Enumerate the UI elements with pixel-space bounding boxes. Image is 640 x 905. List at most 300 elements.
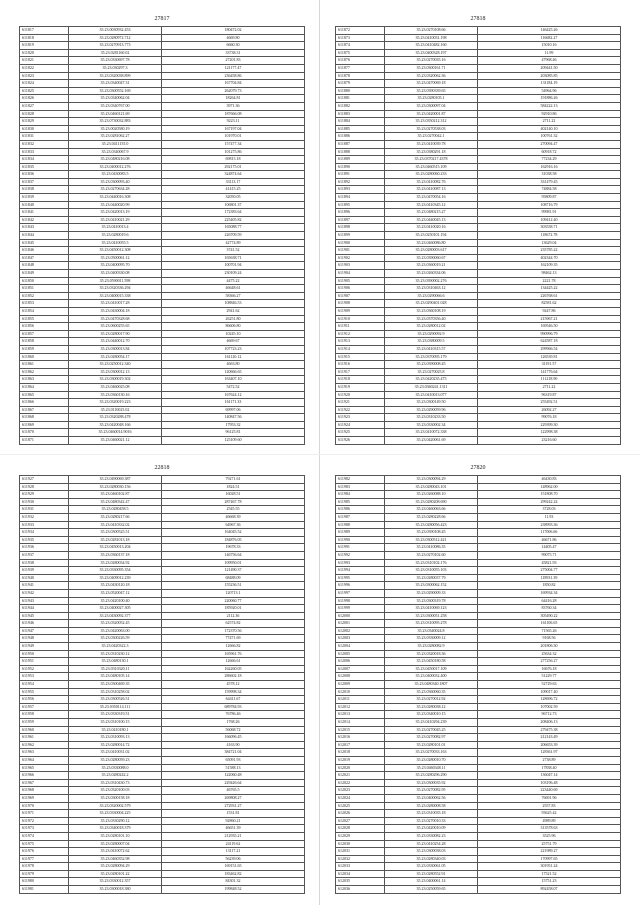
amount-cell: 151808.70 <box>478 491 621 499</box>
amount-cell: 31191.57 <box>478 361 621 369</box>
parcel-code-cell: 35.23.0380291.18 <box>385 148 478 156</box>
parcel-code-cell: 35.23.0270913.773 <box>69 42 162 50</box>
table-row <box>20 110 305 118</box>
table-row <box>336 262 621 270</box>
parcel-code-cell: 35.23.0420010.09 <box>385 825 478 833</box>
row-id-cell: 611891 <box>336 171 385 179</box>
row-id-cell: 612029 <box>336 832 385 840</box>
table-row <box>20 536 305 544</box>
parcel-code-cell: 35.23.0410082.76 <box>385 178 478 186</box>
parcel-code-cell: 35.23.0400330.08 <box>69 270 162 278</box>
parcel-code-cell: 35.23.0460014.9016 <box>69 429 162 437</box>
table-panel-bottom-right <box>335 461 621 894</box>
parcel-code-cell: 35.23.0460348.11 <box>385 764 478 772</box>
row-id-cell: 611940 <box>20 574 69 582</box>
parcel-code-cell: 35.23.0270082.97 <box>385 734 478 742</box>
amount-cell: 184876.05 <box>162 536 305 544</box>
amount-cell: 187666.08 <box>162 110 305 118</box>
amount-cell: 226768.61 <box>478 292 621 300</box>
amount-cell: 77471.69 <box>162 635 305 643</box>
row-id-cell: 611834 <box>20 156 69 164</box>
row-id-cell: 611976 <box>20 848 69 856</box>
row-id-cell: 611929 <box>20 491 69 499</box>
parcel-code-cell: 35.23.0280105.1 <box>385 95 478 103</box>
amount-cell: 170997.65 <box>478 855 621 863</box>
row-id-cell: 611994 <box>336 567 385 575</box>
table-row <box>336 832 621 840</box>
table-row <box>336 840 621 848</box>
row-id-cell: 611993 <box>336 559 385 567</box>
table-row <box>336 391 621 399</box>
amount-cell: 95809.87 <box>478 194 621 202</box>
parcel-code-cell: 35.23.0590011.598 <box>69 277 162 285</box>
parcel-code-cell: 35.23.0310102.176 <box>385 559 478 567</box>
parcel-code-cell: 35.23.0470069.18 <box>385 80 478 88</box>
table-row <box>336 787 621 795</box>
table-row <box>20 832 305 840</box>
parcel-code-cell: 35.23.0280101.01 <box>385 741 478 749</box>
table-row <box>20 376 305 384</box>
amount-cell: 180472.02 <box>162 27 305 35</box>
row-id-cell: 612007 <box>336 665 385 673</box>
table-row <box>336 148 621 156</box>
amount-cell: 223440.69 <box>478 787 621 795</box>
amount-cell: 402344.70 <box>478 254 621 262</box>
amount-cell: 4475.22 <box>162 277 305 285</box>
table-row <box>336 300 621 308</box>
parcel-code-cell: 35.23.0480340.1807 <box>385 681 478 689</box>
parcel-code-cell: 35.23.0330002.34 <box>385 421 478 429</box>
amount-cell: 106801.37 <box>162 201 305 209</box>
table-row <box>336 559 621 567</box>
table-row <box>20 764 305 772</box>
amount-cell: 161171.33 <box>162 399 305 407</box>
table-row <box>20 125 305 133</box>
table-row <box>336 437 621 445</box>
amount-cell: 161106.65 <box>478 620 621 628</box>
amount-cell: 99076.18 <box>478 414 621 422</box>
data-table <box>19 475 305 894</box>
row-id-cell: 612008 <box>336 673 385 681</box>
amount-cell: 12666.61 <box>162 658 305 666</box>
amount-cell: 99981.91 <box>478 209 621 217</box>
row-id-cell: 611960 <box>20 726 69 734</box>
amount-cell: 990996.79 <box>478 330 621 338</box>
amount-cell: 122998.38 <box>478 429 621 437</box>
amount-cell: 93625.42 <box>478 810 621 818</box>
row-id-cell: 611823 <box>20 72 69 80</box>
row-id-cell: 612016 <box>336 734 385 742</box>
table-row <box>20 703 305 711</box>
row-id-cell: 611981 <box>20 886 69 894</box>
row-id-cell: 612013 <box>336 711 385 719</box>
row-id-cell: 611822 <box>20 64 69 72</box>
amount-cell: 101970.01 <box>162 133 305 141</box>
parcel-code-cell: 35.23.0380009.5 <box>385 338 478 346</box>
row-id-cell: 611950 <box>20 650 69 658</box>
row-id-cell: 611884 <box>336 118 385 126</box>
row-id-cell: 611951 <box>20 658 69 666</box>
parcel-code-cell: 35.23.0409012.239 <box>69 574 162 582</box>
amount-cell: 262079.73 <box>162 87 305 95</box>
parcel-code-cell: 35.23.0020580.19 <box>69 125 162 133</box>
table-row <box>20 163 305 171</box>
table-row <box>336 658 621 666</box>
data-table <box>19 26 305 445</box>
parcel-code-cell: 35.23.0390108.45 <box>385 529 478 537</box>
row-id-cell: 611964 <box>20 756 69 764</box>
row-id-cell: 611926 <box>336 437 385 445</box>
row-id-cell: 611887 <box>336 140 385 148</box>
row-id-cell: 612017 <box>336 741 385 749</box>
table-row <box>336 194 621 202</box>
row-id-cell: 611850 <box>20 277 69 285</box>
table-row <box>20 270 305 278</box>
panel-title: 27818 <box>470 16 486 22</box>
table-row <box>20 513 305 521</box>
row-id-cell: 611898 <box>336 224 385 232</box>
parcel-code-cell: 35.23.0410072.338 <box>385 429 478 437</box>
parcel-code-cell: 35.23.0440016.308 <box>69 194 162 202</box>
amount-cell: 167704.84 <box>162 80 305 88</box>
parcel-code-cell: 35.23.0320336.294 <box>69 285 162 293</box>
table-row <box>20 756 305 764</box>
parcel-code-cell: 35.23.0410020.16 <box>385 224 478 232</box>
parcel-code-cell: 35.23.0400015.338 <box>69 292 162 300</box>
table-row <box>336 582 621 590</box>
parcel-code-cell: 35.23.0270025.8 <box>385 368 478 376</box>
row-id-cell: 611824 <box>20 80 69 88</box>
table-row <box>336 734 621 742</box>
table-row <box>20 491 305 499</box>
amount-cell: 4989.89 <box>478 817 621 825</box>
table-row <box>336 863 621 871</box>
row-id-cell: 611911 <box>336 323 385 331</box>
data-table <box>335 26 621 445</box>
amount-cell: 5472.52 <box>162 383 305 391</box>
parcel-code-cell: 35.23.0250101.194 <box>385 232 478 240</box>
table-row <box>336 521 621 529</box>
table-row <box>336 498 621 506</box>
parcel-code-cell: 35.23.0370095.179 <box>385 353 478 361</box>
parcel-code-cell: 35.23.0460515.109 <box>385 163 478 171</box>
parcel-code-cell: 35.23.0410254.28 <box>385 840 478 848</box>
row-id-cell: 612021 <box>336 772 385 780</box>
amount-cell: 46671.86 <box>478 536 621 544</box>
amount-cell: 76691.96 <box>478 794 621 802</box>
row-id-cell: 611853 <box>20 300 69 308</box>
row-id-cell: 612012 <box>336 703 385 711</box>
amount-cell: 46648.61 <box>162 285 305 293</box>
parcel-code-cell: 35.23.0440012.70 <box>69 338 162 346</box>
parcel-code-cell: 35.23.0310233.50 <box>385 414 478 422</box>
amount-cell: 203085.85 <box>478 72 621 80</box>
amount-cell: 15010.16 <box>478 42 621 50</box>
row-id-cell: 611858 <box>20 338 69 346</box>
row-id-cell: 611956 <box>20 696 69 704</box>
parcel-code-cell: 35.23.0280059.23 <box>69 756 162 764</box>
amount-cell: 313578.63 <box>478 825 621 833</box>
amount-cell: 128696.72 <box>478 696 621 704</box>
parcel-code-cell: 35.23.0280242.2 <box>69 772 162 780</box>
parcel-code-cell: 35.23.0270082.95 <box>385 787 478 795</box>
amount-cell: 167624.12 <box>162 391 305 399</box>
row-id-cell: 611918 <box>336 376 385 384</box>
amount-cell: 64416.28 <box>478 597 621 605</box>
table-row <box>20 870 305 878</box>
table-row <box>336 719 621 727</box>
amount-cell: 92860.21 <box>162 817 305 825</box>
amount-cell: 76786.46 <box>162 711 305 719</box>
table-row <box>20 886 305 894</box>
amount-cell: 272931.27 <box>162 802 305 810</box>
vertical-divider <box>319 0 320 905</box>
table-panel-top-right <box>335 12 621 445</box>
parcel-code-cell: 35.23.0460102.87 <box>69 491 162 499</box>
parcel-code-cell: 35.23.0300094.29 <box>385 476 478 484</box>
row-id-cell: 611907 <box>336 292 385 300</box>
table-row <box>336 605 621 613</box>
amount-cell: 2711.22 <box>478 383 621 391</box>
row-id-cell: 611839 <box>20 194 69 202</box>
table-row <box>20 749 305 757</box>
row-id-cell: 611991 <box>336 544 385 552</box>
table-row <box>20 330 305 338</box>
table-row <box>336 870 621 878</box>
table-row <box>336 772 621 780</box>
row-id-cell: 611851 <box>20 285 69 293</box>
row-id-cell: 611825 <box>20 87 69 95</box>
parcel-code-cell: 35.23.0480215.27 <box>385 209 478 217</box>
amount-cell: 23216.60 <box>478 437 621 445</box>
amount-cell: 77234.29 <box>478 156 621 164</box>
row-id-cell: 611846 <box>20 247 69 255</box>
parcel-code-cell: 35.23.0300319.78 <box>385 597 478 605</box>
row-id-cell: 611889 <box>336 156 385 164</box>
amount-cell: 99075.71 <box>478 551 621 559</box>
table-row <box>336 491 621 499</box>
parcel-code-cell: 35.23.0280060.233 <box>385 171 478 179</box>
parcel-code-cell: 35.23.0300469.35 <box>69 681 162 689</box>
table-row <box>336 178 621 186</box>
row-id-cell: 611879 <box>336 80 385 88</box>
row-id-cell: 611883 <box>336 110 385 118</box>
amount-cell: 96319.87 <box>478 391 621 399</box>
row-id-cell: 611986 <box>336 506 385 514</box>
parcel-code-cell: 35.23.0480342.47 <box>69 498 162 506</box>
table-row <box>336 216 621 224</box>
parcel-code-cell: 35.23.0110025.02 <box>69 406 162 414</box>
parcel-code-cell: 35.23.0300097.04 <box>385 102 478 110</box>
table-row <box>336 72 621 80</box>
row-id-cell: 611863 <box>20 376 69 384</box>
amount-cell: 384721.04 <box>162 749 305 757</box>
row-id-cell: 611873 <box>336 34 385 42</box>
table-row <box>336 506 621 514</box>
row-id-cell: 612005 <box>336 650 385 658</box>
parcel-code-cell: 35.23.0280012.02 <box>385 323 478 331</box>
row-id-cell: 611906 <box>336 285 385 293</box>
parcel-code-cell: 35.23.0480130.1 <box>69 658 162 666</box>
parcel-code-cell: 35.23.0290059.96 <box>385 406 478 414</box>
row-id-cell: 611921 <box>336 399 385 407</box>
table-row <box>20 521 305 529</box>
row-id-cell: 611864 <box>20 383 69 391</box>
amount-cell: 275004.77 <box>478 567 621 575</box>
parcel-code-cell: 35.23.0280054.17 <box>69 353 162 361</box>
amount-cell: 140847.56 <box>162 414 305 422</box>
amount-cell: 71565.26 <box>478 627 621 635</box>
table-row <box>20 216 305 224</box>
parcel-code-cell: 35.23.0430092.377 <box>69 612 162 620</box>
row-id-cell: 611952 <box>20 665 69 673</box>
table-row <box>336 483 621 491</box>
table-row <box>336 612 621 620</box>
amount-cell: 299242.24 <box>478 498 621 506</box>
parcel-code-cell: 35.23.0280010.70 <box>385 756 478 764</box>
amount-cell: 100761.32 <box>478 133 621 141</box>
row-id-cell: 611982 <box>336 476 385 484</box>
parcel-code-cell: 35.23.0400328.197 <box>385 49 478 57</box>
parcel-code-cell: 35.23.0280056.423 <box>385 521 478 529</box>
parcel-code-cell: 35.23.0390008.45 <box>385 361 478 369</box>
table-row <box>336 567 621 575</box>
amount-cell: 2112.36 <box>162 612 305 620</box>
amount-cell: 26092.27 <box>478 406 621 414</box>
amount-cell: 109950.01 <box>162 559 305 567</box>
table-row <box>336 163 621 171</box>
parcel-code-cell: 35.23.0450013.204 <box>69 544 162 552</box>
row-id-cell: 611830 <box>20 125 69 133</box>
parcel-code-cell: 35.23.0300552.169 <box>69 87 162 95</box>
row-id-cell: 611831 <box>20 133 69 141</box>
parcel-code-cell: 35.23.0340062.04 <box>69 95 162 103</box>
amount-cell: 165088.77 <box>162 224 305 232</box>
parcel-code-cell: 35.23.0420048.166 <box>69 421 162 429</box>
parcel-code-cell: 35.23.0340010.15 <box>385 711 478 719</box>
table-row <box>336 368 621 376</box>
row-id-cell: 611876 <box>336 57 385 65</box>
parcel-code-cell: 35.23.0410294.239 <box>385 719 478 727</box>
row-id-cell: 611989 <box>336 529 385 537</box>
table-row <box>20 681 305 689</box>
parcel-code-cell: 35.23.0310258.02 <box>69 688 162 696</box>
table-row <box>336 87 621 95</box>
parcel-code-cell: 35.23.0330290.12 <box>69 817 162 825</box>
row-id-cell: 611917 <box>336 368 385 376</box>
table-row <box>336 42 621 50</box>
table-row <box>20 688 305 696</box>
row-id-cell: 612024 <box>336 794 385 802</box>
parcel-code-cell: 35.23.0310430.73 <box>69 779 162 787</box>
table-row <box>20 148 305 156</box>
amount-cell: 51588.13 <box>162 764 305 772</box>
amount-cell: 121490.37 <box>162 567 305 575</box>
row-id-cell: 612019 <box>336 756 385 764</box>
amount-cell: 162916.16 <box>478 163 621 171</box>
row-id-cell: 611999 <box>336 605 385 613</box>
parcel-code-cell: 35.23.0330095.354 <box>69 567 162 575</box>
row-id-cell: 611996 <box>336 582 385 590</box>
parcel-code-cell: 35.23.0280228.66 <box>385 513 478 521</box>
parcel-code-cell: 35.23.0330004.225 <box>69 810 162 818</box>
parcel-code-cell: 35.23.0270102.60 <box>385 551 478 559</box>
amount-cell: 9223.11 <box>162 118 305 126</box>
table-row <box>336 544 621 552</box>
table-row <box>20 391 305 399</box>
parcel-code-cell: 35.23.0320288.478 <box>69 414 162 422</box>
table-row <box>20 741 305 749</box>
row-id-cell: 611949 <box>20 643 69 651</box>
row-id-cell: 611972 <box>20 817 69 825</box>
row-id-cell: 612015 <box>336 726 385 734</box>
row-id-cell: 611832 <box>20 140 69 148</box>
row-id-cell: 612014 <box>336 719 385 727</box>
amount-cell: 107723.23 <box>162 345 305 353</box>
parcel-code-cell: 35.23.0300018.380 <box>69 886 162 894</box>
table-row <box>20 673 305 681</box>
parcel-code-cell: 35.23.0430083.5 <box>69 171 162 179</box>
parcel-code-cell: 35.23.0360019.21 <box>385 262 478 270</box>
row-id-cell: 611957 <box>20 703 69 711</box>
row-id-cell: 611878 <box>336 72 385 80</box>
amount-cell: 1531.81 <box>162 810 305 818</box>
table-row <box>336 696 621 704</box>
table-row <box>336 323 621 331</box>
amount-cell: 169934.34 <box>478 589 621 597</box>
row-id-cell: 611980 <box>20 878 69 886</box>
amount-cell: 199848.52 <box>162 886 305 894</box>
row-id-cell: 612035 <box>336 878 385 886</box>
row-id-cell: 612006 <box>336 658 385 666</box>
table-row <box>20 64 305 72</box>
amount-cell: 64967.36 <box>162 521 305 529</box>
table-row <box>20 201 305 209</box>
amount-cell: 92910.86 <box>478 110 621 118</box>
table-row <box>336 643 621 651</box>
row-id-cell: 611920 <box>336 391 385 399</box>
table-row <box>20 612 305 620</box>
parcel-code-cell: 35.23.0410013.4 <box>69 224 162 232</box>
table-row <box>20 34 305 42</box>
parcel-code-cell: 35.23.0410031.02 <box>69 749 162 757</box>
row-id-cell: 611862 <box>20 368 69 376</box>
row-id-cell: 611880 <box>336 87 385 95</box>
row-id-cell: 611835 <box>20 163 69 171</box>
parcel-code-cell: 35.23.0410315.57 <box>385 345 478 353</box>
row-id-cell: 611955 <box>20 688 69 696</box>
parcel-code-cell: 35.23.0460352.98 <box>69 855 162 863</box>
parcel-code-cell: 35.23.0410013.077 <box>385 391 478 399</box>
row-id-cell: 611842 <box>20 216 69 224</box>
table-row <box>336 57 621 65</box>
parcel-code-cell: 35.23.0280003.617 <box>385 247 478 255</box>
row-id-cell: 611916 <box>336 361 385 369</box>
parcel-code-cell: 35.23.0500061.12 <box>69 254 162 262</box>
amount-cell: 121177.47 <box>162 64 305 72</box>
parcel-code-cell: 35.23.0330088.0 <box>69 764 162 772</box>
amount-cell: 2221.78 <box>478 277 621 285</box>
table-row <box>20 254 305 262</box>
row-id-cell: 612034 <box>336 870 385 878</box>
row-id-cell: 611974 <box>20 832 69 840</box>
row-id-cell: 611833 <box>20 148 69 156</box>
row-id-cell: 611913 <box>336 338 385 346</box>
row-id-cell: 611871 <box>20 437 69 445</box>
row-id-cell: 611927 <box>20 476 69 484</box>
row-id-cell: 612028 <box>336 825 385 833</box>
amount-cell: 6660.30 <box>162 42 305 50</box>
